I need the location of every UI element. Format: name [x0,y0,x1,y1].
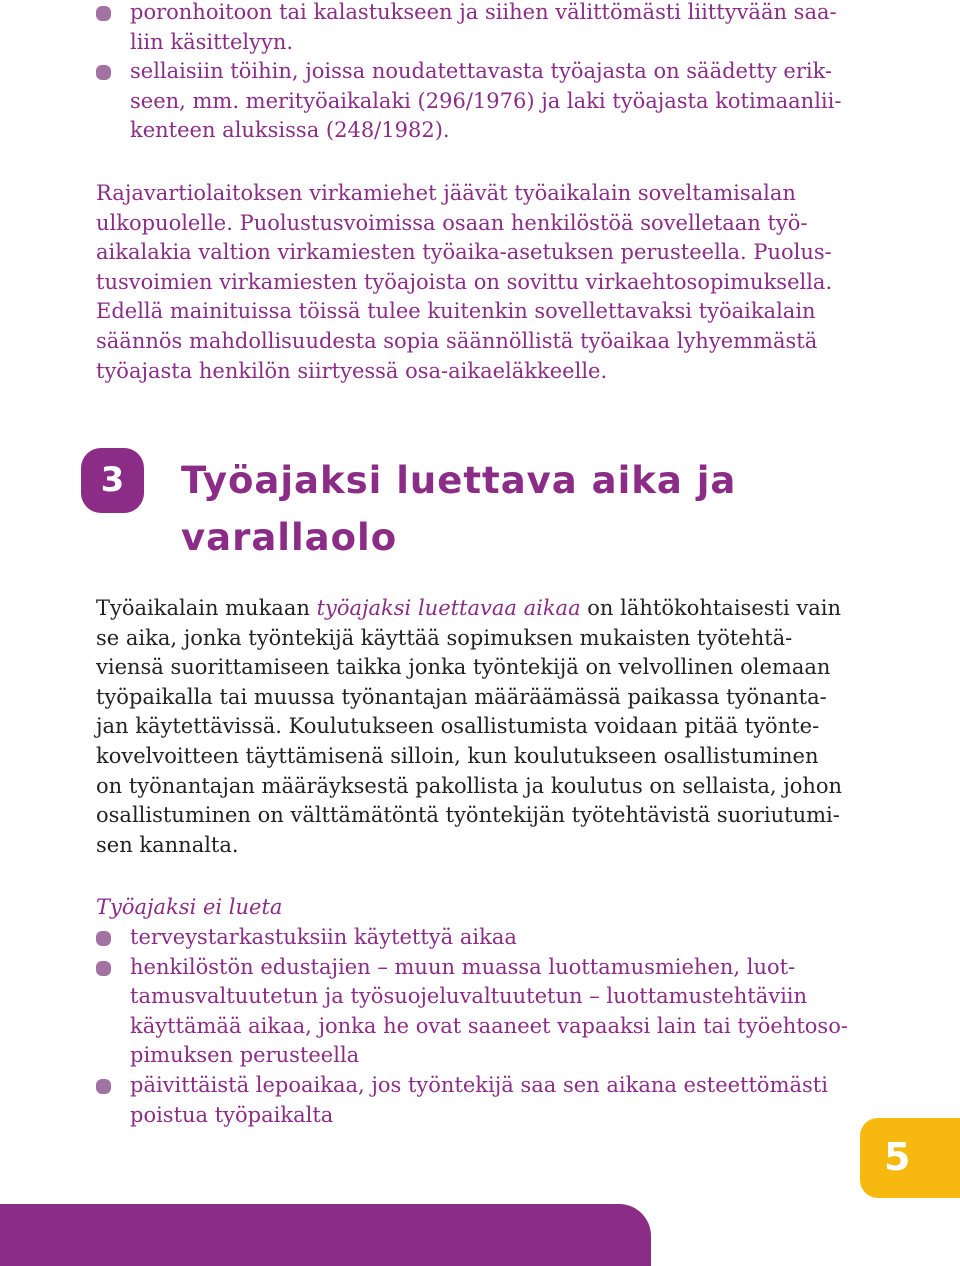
footer-bar [0,1204,651,1266]
bullet-icon [96,6,111,21]
list-item: poronhoitoon tai kalastukseen ja siihen välittömästi liittyvään saa- liin käsittelyyn. [96,0,876,57]
bullet-icon [96,1079,111,1094]
list-heading: Työajaksi ei lueta [96,895,283,919]
bullet-icon [96,931,111,946]
paragraph-working-time: Työaikalain mukaan työajaksi luettavaa aikaa on lähtökohtaisesti vain se aika, jonka työntekijä käyttää sopimuksen mukaisten työtehtä- viensä suorittamiseen taikka jonka työntekijä on velvollinen olemaan työpaikalla tai muussa työnantajan määräämässä paikassa työnanta- jan käytettävissä. Koulutukseen osallistumista voidaan pitää työnte- kovelvoitteen täyttämisenä silloin, kun koulutukseen osallistuminen on työnantajan määräyksestä pakollista ja koulutus on sellaista, johon osallistuminen on välttämätöntä työntekijän työtehtävistä suoriutumi- sen kannalta. [96,594,876,860]
page-number-tab: 5 [860,1118,960,1198]
list-item: päivittäistä lepoaikaa, jos työntekijä saa sen aikana esteettömästi poistua työpaikalta [96,1071,876,1130]
bottom-bullet-list [96,923,876,1130]
list-item: terveystarkastuksiin käytettyä aikaa [96,923,876,953]
section-number-badge: 3 [81,448,144,513]
section-title: Työajaksi luettava aika ja varallaolo [181,459,737,559]
paragraph-first-line: Työaikalain mukaan työajaksi luettavaa aikaa on lähtökohtaisesti vain [96,596,841,620]
bullet-icon [96,961,111,976]
list-item: henkilöstön edustajien – muun muassa luottamusmiehen, luot- tamusvaltuutetun ja työsuojeluvaltuutetun – luottamustehtäviin käyttämää aikaa, jonka he ovat saaneet vapaaksi lain tai työehtoso- pimuksen perusteella [96,953,876,1071]
emphasized-term: työajaksi luettavaa aikaa [316,596,581,620]
list-item: sellaisiin töihin, joissa noudatettavasta työajasta on säädetty erik- seen, mm. merityöaikalaki (296/1976) ja laki työajasta kotimaanlii- kenteen aluksissa (248/1982). [96,57,876,146]
paragraph-jurisdiction: Rajavartiolaitoksen virkamiehet jäävät työaikalain soveltamisalan ulkopuolelle. Puolustusvoimissa osaan henkilöstöä sovelletaan työ- aikalakia valtion virkamiesten työaika-asetuksen perusteella. Puolus- tusvoimien virkamiesten työajoista on sovittu virkaehtosopimuksella. Edellä mainituissa töissä tulee kuitenkin sovellettavaksi työaikalain säännös mahdollisuudesta sopia säännöllistä työaikaa lyhyemmästä työajasta henkilön siirtyessä osa-aikaeläkkeelle. [96,181,833,383]
bullet-icon [96,65,111,80]
top-bullet-list [96,0,876,146]
